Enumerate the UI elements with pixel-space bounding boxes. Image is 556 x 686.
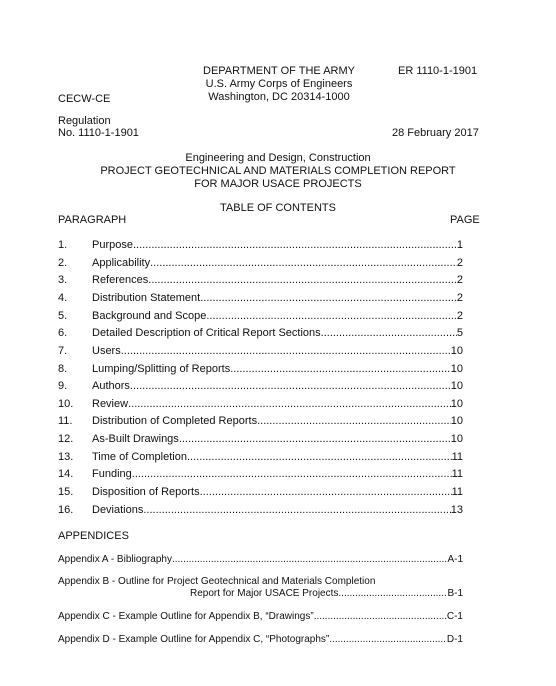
dot-leader	[132, 468, 452, 481]
toc-entry-page: 10	[450, 415, 463, 427]
page-column-header: PAGE	[450, 214, 480, 226]
toc-entry-page: 11	[451, 468, 463, 480]
toc-entry-page: 10	[450, 345, 463, 357]
address-line: Washington, DC 20314-1000	[208, 91, 350, 103]
toc-entry-page: 2	[456, 274, 463, 286]
appendix-entry[interactable]	[58, 611, 463, 623]
toc-entry[interactable]	[58, 450, 463, 464]
toc-entry-title: Distribution Statement	[92, 292, 201, 304]
toc-entry[interactable]	[58, 414, 463, 428]
toc-entry[interactable]	[58, 291, 463, 305]
toc-entry-title: Time of Completion	[92, 451, 187, 463]
toc-entry-page: 2	[456, 310, 463, 322]
toc-entry-page: 10	[450, 398, 463, 410]
toc-entry-title: References	[92, 274, 149, 286]
appendices-heading: APPENDICES	[58, 530, 129, 542]
appendix-title: Appendix D - Example Outline for Appendix C, “Photographs”	[58, 634, 330, 645]
toc-entry[interactable]	[58, 238, 463, 252]
dot-leader	[121, 345, 451, 358]
toc-entry[interactable]	[58, 309, 463, 323]
toc-entry-title: Funding	[92, 468, 132, 480]
toc-entry[interactable]	[58, 344, 463, 358]
title-line-2: PROJECT GEOTECHNICAL AND MATERIALS COMPLETION REPORT	[100, 165, 456, 177]
toc-entry[interactable]	[58, 379, 463, 393]
toc-entry-number: 12.	[58, 433, 74, 445]
toc-entry-page: 2	[456, 257, 463, 269]
toc-entry-title: Applicability	[92, 257, 151, 269]
toc-entry-page: 13	[450, 504, 463, 516]
toc-entry[interactable]	[58, 432, 463, 446]
toc-entry-title: Disposition of Reports	[92, 486, 200, 498]
toc-entry[interactable]	[58, 397, 463, 411]
toc-entry-title: Users	[92, 345, 121, 357]
toc-entry-number: 8.	[58, 363, 68, 375]
toc-entry-number: 2.	[58, 257, 68, 269]
toc-entry-number: 3.	[58, 274, 68, 286]
document-number: ER 1110-1-1901	[398, 65, 478, 77]
document-date: 28 February 2017	[392, 127, 479, 139]
toc-entry-number: 7.	[58, 345, 68, 357]
toc-entry[interactable]	[58, 485, 463, 499]
toc-entry-title: As-Built Drawings	[92, 433, 179, 445]
appendix-title[interactable]: Appendix B - Outline for Project Geotechnical and Materials Completion	[58, 576, 376, 587]
office-code: CECW-CE	[58, 93, 111, 105]
toc-entry[interactable]	[58, 503, 463, 517]
toc-entry-page: 2	[456, 292, 463, 304]
title-line-3: FOR MAJOR USACE PROJECTS	[194, 178, 362, 190]
toc-entry-page: 10	[450, 433, 463, 445]
appendix-page: C-1	[446, 611, 463, 622]
document-title	[0, 152, 556, 191]
dot-leader	[187, 451, 452, 464]
appendix-entry[interactable]	[58, 634, 463, 646]
appendix-title: Appendix A - Bibliography	[58, 554, 172, 565]
title-line-1: Engineering and Design, Construction	[185, 152, 371, 164]
toc-entry-number: 13.	[58, 451, 74, 463]
toc-entry-title: Distribution of Completed Reports	[92, 415, 258, 427]
toc-entry-title: Background and Scope	[92, 310, 207, 322]
paragraph-column-header: PARAGRAPH	[58, 214, 127, 226]
dot-leader	[133, 239, 457, 252]
toc-entry-page: 11	[451, 486, 463, 498]
dot-leader	[128, 398, 451, 411]
appendix-title-continuation: Report for Major USACE Projects	[190, 588, 339, 599]
dot-leader	[314, 611, 447, 623]
toc-entry-title: Purpose	[92, 239, 133, 251]
regulation-label: Regulation	[58, 115, 111, 127]
toc-entry-page: 11	[451, 451, 463, 463]
toc-entry-title: Deviations	[92, 504, 144, 516]
toc-entry-number: 9.	[58, 380, 68, 392]
dot-leader	[329, 634, 447, 646]
toc-entry-page: 1	[456, 239, 463, 251]
toc-entry-number: 14.	[58, 468, 74, 480]
dot-leader	[150, 257, 457, 270]
toc-entry-title: Review	[92, 398, 129, 410]
toc-entry-number: 11.	[58, 415, 73, 427]
dot-leader	[148, 274, 457, 287]
toc-entry[interactable]	[58, 273, 463, 287]
dot-leader	[321, 327, 457, 340]
toc-entry-number: 5.	[58, 310, 68, 322]
toc-entry[interactable]	[58, 467, 463, 481]
dot-leader	[257, 415, 451, 428]
dot-leader	[143, 504, 450, 517]
toc-heading-text: TABLE OF CONTENTS	[220, 202, 336, 214]
toc-entry[interactable]	[58, 256, 463, 270]
toc-entry-page: 10	[450, 380, 463, 392]
appendix-entry[interactable]	[58, 554, 463, 566]
dot-leader	[172, 554, 447, 566]
toc-entry-title: Authors	[92, 380, 130, 392]
dot-leader	[230, 363, 451, 376]
toc-entry[interactable]	[58, 326, 463, 340]
toc-entry-number: 10.	[58, 398, 74, 410]
appendix-page: D-1	[446, 634, 463, 645]
dot-leader	[200, 292, 457, 305]
toc-entry-number: 6.	[58, 327, 68, 339]
toc-entry-number: 4.	[58, 292, 68, 304]
toc-entry-page: 5	[456, 327, 463, 339]
appendix-page: A-1	[447, 554, 463, 565]
dot-leader	[338, 588, 447, 600]
dot-leader	[206, 310, 457, 323]
toc-entry-page: 10	[450, 363, 463, 375]
appendix-title: Appendix C - Example Outline for Appendix B, “Drawings”	[58, 611, 314, 622]
toc-entry-title: Lumping/Splitting of Reports	[92, 363, 231, 375]
toc-entry-number: 15.	[58, 486, 74, 498]
dot-leader	[179, 433, 451, 446]
toc-entry-number: 1.	[58, 239, 68, 251]
regulation-number: No. 1110-1-1901	[58, 127, 139, 139]
toc-entry-number: 16.	[58, 504, 74, 516]
agency-line: U.S. Army Corps of Engineers	[205, 78, 353, 90]
department-line: DEPARTMENT OF THE ARMY	[203, 65, 355, 77]
dot-leader	[130, 380, 451, 393]
dot-leader	[200, 486, 452, 499]
appendix-entry[interactable]	[190, 588, 463, 600]
toc-entry-title: Detailed Description of Critical Report Sections	[92, 327, 321, 339]
toc-entry[interactable]	[58, 362, 463, 376]
appendix-page: B-1	[447, 588, 463, 599]
